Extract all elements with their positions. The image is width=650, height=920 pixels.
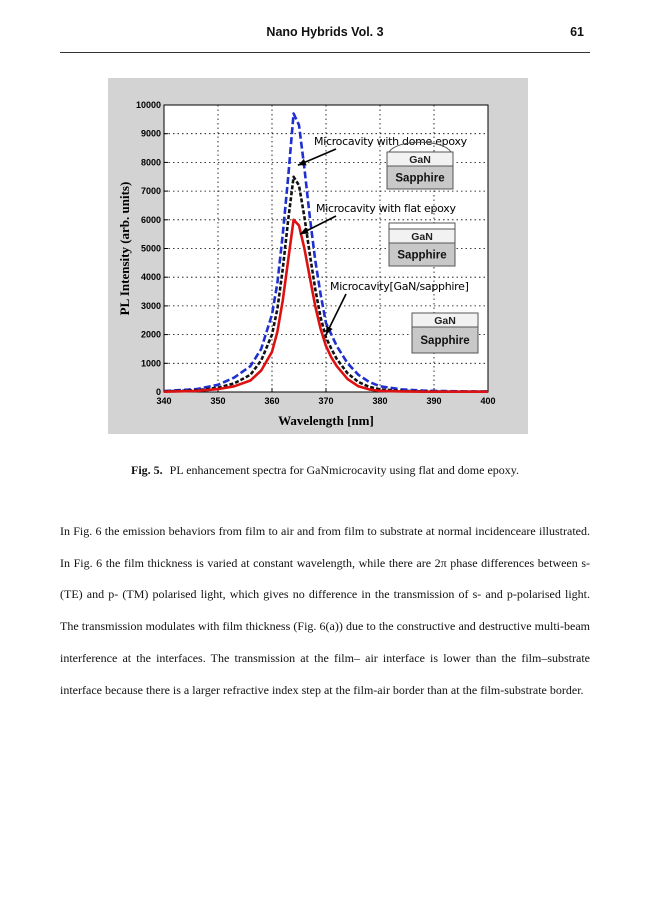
pl-chart (108, 78, 528, 434)
y-tick-label: 6000 (140, 214, 161, 225)
y-tick-label: 7000 (140, 186, 161, 197)
x-axis-label: Wavelength [nm] (278, 413, 374, 428)
page-number: 61 (570, 25, 584, 39)
y-tick-label: 5000 (140, 243, 161, 254)
sapphire-layer-label: Sapphire (420, 335, 470, 347)
x-tick-label: 350 (210, 396, 226, 406)
journal-title: Nano Hybrids Vol. 3 (266, 25, 384, 39)
x-tick-label: 390 (426, 396, 442, 406)
gan-layer-label: GaN (411, 231, 433, 243)
y-tick-label: 2000 (140, 329, 161, 340)
sapphire-layer-label: Sapphire (397, 249, 447, 262)
x-tick-label: 380 (372, 396, 388, 406)
x-tick-label: 400 (480, 396, 496, 406)
body-paragraph: In Fig. 6 the emission behaviors from film to air and from film to substrate at normal incidenceare illustrated. In Fig. 6 the film thickness is varied at constant wavelength, while there are 2π phase differences between s- (TE) and p- (TM) polarised light, which gives no difference in the transmission of s- and p-polarised light. The transmission modulates with film thickness (Fig. 6(a)) due to the constructive and destructive multi-beam interference at the interfaces. The transmission at the film– air interface is lower than the film–substrate interface because there is a larger refractive index step at the film-air border than at the film-substrate border. (60, 524, 590, 697)
y-axis-label: PL Intensity (arb. units) (117, 181, 132, 316)
y-tick-label: 9000 (140, 128, 161, 139)
figure-caption (0, 463, 650, 478)
sapphire-layer-label: Sapphire (395, 172, 445, 185)
y-tick-label: 10000 (135, 100, 161, 110)
annotation-label: Microcavity[GaN/sapphire] (330, 280, 469, 293)
y-tick-label: 4000 (140, 272, 161, 283)
gan-layer-label: GaN (409, 154, 431, 166)
gan-layer-label: GaN (434, 315, 456, 327)
y-tick-label: 1000 (140, 358, 161, 369)
x-tick-label: 370 (318, 396, 334, 406)
caption-label: Fig. 5. (131, 463, 163, 477)
figure-pl-spectra (108, 78, 528, 434)
x-tick-label: 360 (264, 396, 280, 406)
annotation-label: Microcavity with dome epoxy (314, 135, 467, 148)
annotation-label: Microcavity with flat epoxy (316, 202, 456, 215)
y-tick-label: 3000 (140, 300, 161, 311)
x-tick-label: 340 (156, 396, 172, 406)
y-tick-label: 8000 (140, 157, 161, 168)
flat-epoxy-shape (389, 223, 455, 229)
y-tick-label: 0 (155, 387, 161, 397)
caption-text: PL enhancement spectra for GaNmicrocavity using flat and dome epoxy. (169, 463, 519, 477)
page-header (60, 22, 590, 53)
